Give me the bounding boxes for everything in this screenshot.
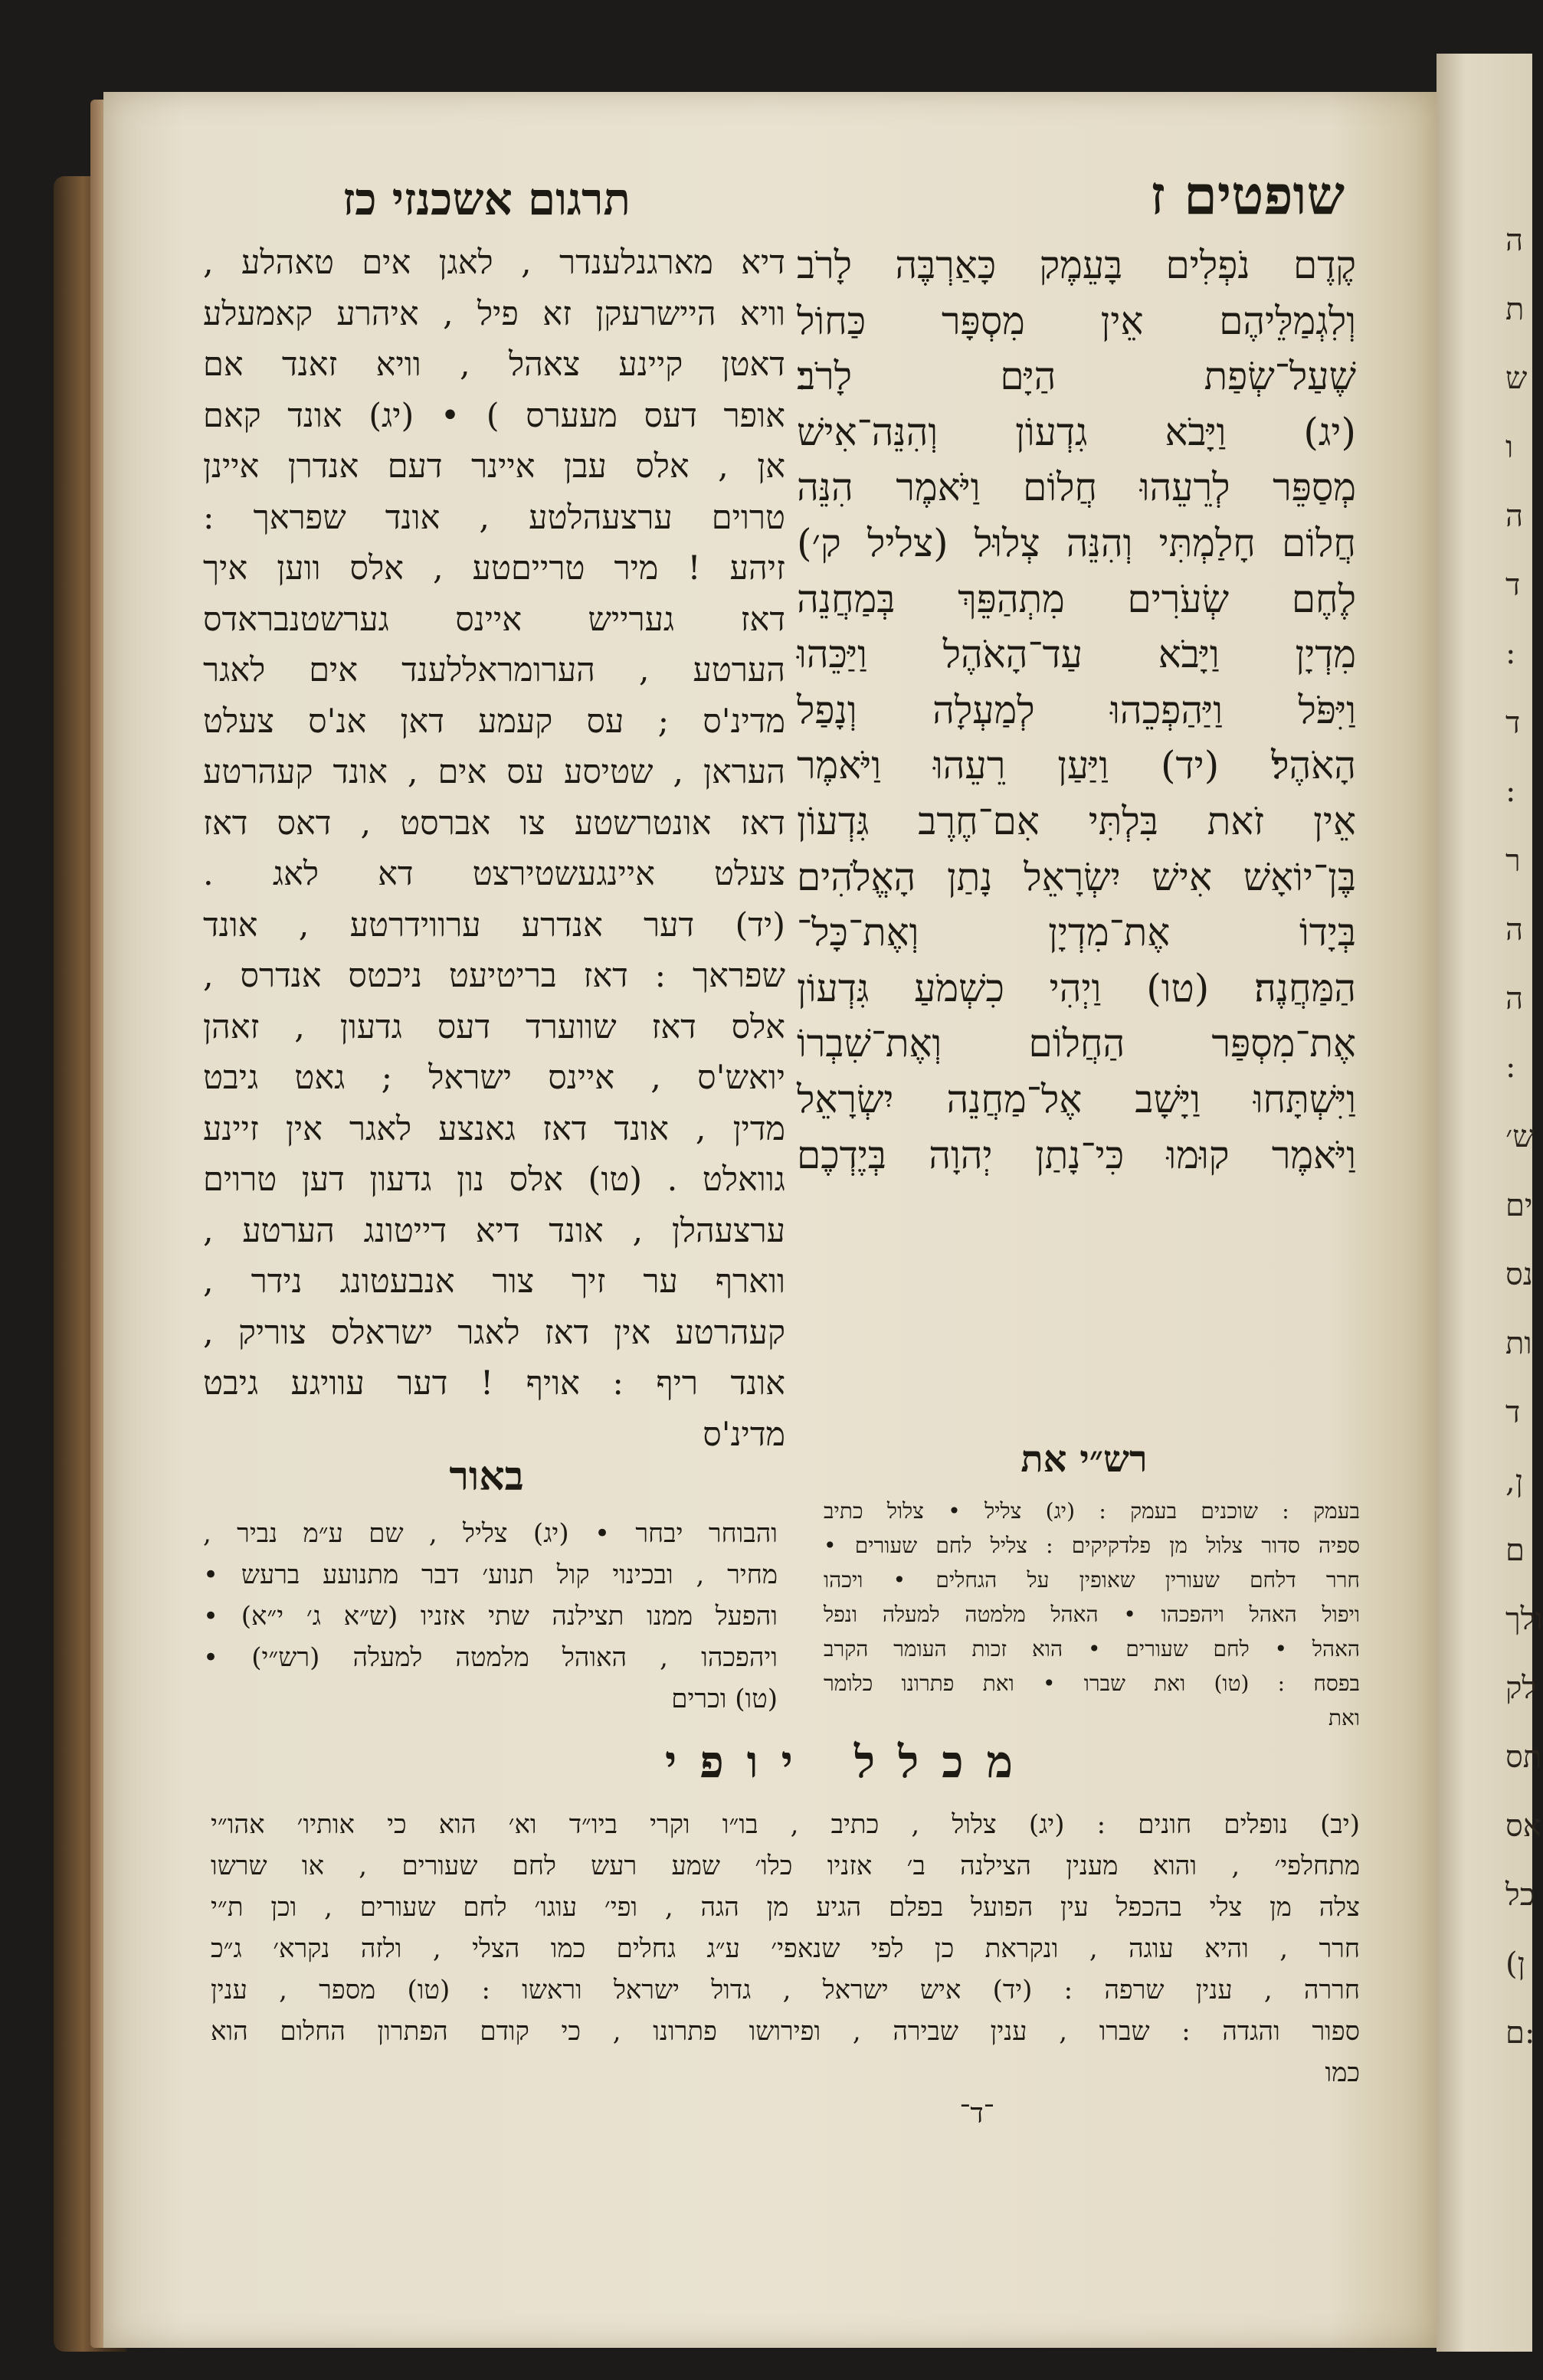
facing-page-fragment: : xyxy=(1505,774,1516,809)
facing-page-fragment: ד xyxy=(1505,568,1521,603)
text-line: אן , אלס עבן איינר דעם אנדרן איינן xyxy=(203,447,785,486)
mikhlal-yofi-column xyxy=(211,1804,1360,2094)
facing-page-fragment: ר xyxy=(1505,843,1521,879)
text-line: מתחלפי׳ , והוא מענין הצילנה ב׳ אזניו כלו׳ שמע רעש לחם שעורים , או שרשו xyxy=(211,1851,1360,1881)
text-line: בעמק : שוכנים בעמק : (יג) צליל • צלול כתיב xyxy=(824,1498,1360,1524)
text-line: חֲלוֹם חָלַמְתִּי וְהִנֵּה צְלוּל (צליל ק׳) xyxy=(797,520,1356,565)
hebrew-text-column xyxy=(797,237,1356,1183)
text-line: והבוחר יבחר • (יג) צליל , שם ע״מ נביר , xyxy=(203,1518,778,1549)
text-line: (יב) נופלים חונים : (יג) צלול , כתיב , בו״ו וקרי ביו״ד וא׳ הוא כי אותיו׳ אהו״י xyxy=(211,1809,1360,1840)
facing-page-fragment: ו xyxy=(1505,430,1514,465)
facing-page-fragment: ד xyxy=(1505,1395,1521,1430)
text-line: מדינ'ס ; עס קעמע דאן אנ'ס צעלט xyxy=(203,702,785,741)
biur-title: באור xyxy=(449,1453,524,1500)
text-line: (יג) וַיָּבֹא גִדְעוֹן וְהִנֵּה־אִישׁ xyxy=(797,409,1356,454)
text-line: הַמַּחֲנֶה׃ (טו) וַיְהִי כִשְׁמֹעַ גִּדְעוֹן xyxy=(797,965,1356,1010)
facing-page-fragment: ת xyxy=(1505,292,1525,327)
text-line: העראן , שטיסע עס אים , אונד קעהרטע xyxy=(203,753,785,791)
facing-page-fragment: נס xyxy=(1505,1257,1533,1292)
page-signature-mark: ־ד־ xyxy=(959,2098,994,2130)
text-line: חרר דלחם שעורין שאופין על הגחלים • ויכהו xyxy=(824,1567,1360,1593)
text-line: האהל • לחם שעורים • הוא זכות העומר הקרב xyxy=(824,1636,1360,1661)
text-line: וַיִּפֹּל וַיַּהַפְכֵהוּ לְמַעְלָה וְנָפַל xyxy=(797,687,1356,732)
text-line: ספיה סדור צלול מן פלדקיקים : צליל לחם שעורים • xyxy=(824,1533,1360,1558)
text-line: מִדְיָן וַיָּבֹא עַד־הָאֹהֶל וַיַּכֵּהוּ xyxy=(797,632,1356,677)
facing-page-fragment: : xyxy=(1505,1049,1516,1085)
text-line: בְּיָדוֹ אֶת־מִדְיָן וְאֶת־כָּל־ xyxy=(797,910,1356,955)
text-line: ווארף ער זיך צור אנבעטונג נידר , xyxy=(203,1262,785,1301)
facing-page-fragment: כל xyxy=(1505,1877,1535,1913)
text-line: קֶדֶם נֹפְלִים בָּעֵמֶק כָּאַרְבֶּה לָרֹב xyxy=(797,243,1356,287)
text-line: ויפול האהל ויהפכהו • האהל מלמטה למעלה ונפל xyxy=(824,1602,1360,1627)
text-line: מחיר , ובכינוי קול תנוע׳ דבר מתנועע ברעש • xyxy=(203,1560,778,1590)
facing-page-fragment: לק xyxy=(1505,1671,1537,1706)
text-line: וַיֹּאמֶר קוּמוּ כִּי־נָתַן יְהוָה בְּיֶדְכֶם xyxy=(797,1132,1356,1177)
facing-page-fragment: ש׳ xyxy=(1505,1119,1535,1154)
text-line: לֶחֶם שְׂעֹרִים מִתְהַפֵּךְ בְּמַחֲנֵה xyxy=(797,576,1356,621)
text-line: אֵין זֹאת בִּלְתִּי אִם־חֶרֶב גִּדְעוֹן xyxy=(797,798,1356,843)
facing-page-fragment: אס xyxy=(1505,1809,1541,1844)
text-line: וויא היישרעקן זא פיל , איהרע קאמעלע xyxy=(203,294,785,333)
text-line: הערטע , הערומראללענד אים לאגר xyxy=(203,651,785,689)
text-line: דיא מארגנלענדר , לאגן אים טאהלע , xyxy=(203,244,785,282)
text-line: אופר דעס מעערס ) • (יג) אונד קאם xyxy=(203,396,785,435)
biur-column xyxy=(203,1513,778,1720)
text-line: מדין , אונד דאז גאנצע לאגר אין זיינע xyxy=(203,1109,785,1148)
text-line: קעהרטע אין דאז לאגר ישראלס צוריק , xyxy=(203,1313,785,1352)
text-line: הָאֹהֶל׃ (יד) וַיַּעַן רֵעֵהוּ וַיֹּאמֶר xyxy=(797,743,1356,788)
text-line: (יד) דער אנדרע ערווידרטע , אונד xyxy=(203,905,785,944)
text-line: שֶׁעַל־שְׂפַת הַיָּם לָרֹב׃ xyxy=(797,354,1356,399)
rashi-title: רש״י את xyxy=(1020,1438,1148,1481)
text-line: דאז אונטרשטע צו אברסט , דאס דאז xyxy=(203,804,785,843)
facing-page-fragment: ן) xyxy=(1505,1946,1525,1982)
text-line: דאז גערייש איינס גערשטנבראדס xyxy=(203,600,785,639)
facing-page-fragment: ה xyxy=(1505,223,1524,258)
text-line: בפסח : (טו) ואת שברו • ואת פתרונו כלומר xyxy=(824,1671,1360,1696)
facing-page-fragment: ולך xyxy=(1505,1602,1543,1637)
facing-page-fragment: ה xyxy=(1505,981,1524,1016)
text-line: טרוים ערצעהלטע , אונד שפראך : xyxy=(203,498,785,537)
text-line: מְסַפֵּר לְרֵעֵהוּ חֲלוֹם וַיֹּאמֶר הִנֵּה xyxy=(797,465,1356,510)
facing-page-fragment: ה xyxy=(1505,912,1524,948)
text-line: ספור והגדה : שברו , ענין שבירה , ופירושו פתרונו , כי קודם הפתרון החלום הוא xyxy=(211,2016,1360,2047)
text-line: (טו) וכרים xyxy=(671,1684,778,1714)
facing-page-fragment: ש xyxy=(1505,361,1528,396)
text-line: מדינ'ס xyxy=(703,1415,785,1454)
text-line: שפראך : דאז בריטיעט ניכטס אנדרס , xyxy=(203,957,785,995)
text-line: אלס דאז שווערד דעס גדעון , זאהן xyxy=(203,1007,785,1046)
text-line: חרר , והיא עוגה , ונקראת כן לפי שנאפי׳ ע״ג גחלים כמו הצלי , ולזה נקרא׳ ג״כ xyxy=(211,1933,1360,1964)
book-page xyxy=(103,92,1437,2348)
text-line: חררה , ענין שרפה : (יד) איש ישראל , גדול ישראל וראשו : (טו) מספר , ענין xyxy=(211,1975,1360,2005)
page-header-book: שופטים ז xyxy=(1150,163,1345,227)
rashi-column xyxy=(824,1494,1360,1735)
text-line: זיהע ! מיר טרייםטע , אלס ווען איך xyxy=(203,549,785,588)
facing-page-fragment: ם xyxy=(1505,1533,1525,1568)
text-line: כמו xyxy=(1325,2058,1360,2088)
text-line: צלה מן צלי בהכפל עין הפועל בפלם הגיע מן הגה , ופי׳ עוגו׳ לחם שעורים , וכן ת״י xyxy=(211,1892,1360,1923)
text-line: והפעל ממנו תצילנה שתי אזניו (ש״א ג׳ י״א) • xyxy=(203,1601,778,1632)
text-line: אֶת־מִסְפַּר הַחֲלוֹם וְאֶת־שִׁבְרוֹ xyxy=(797,1021,1356,1066)
page-header-targum: תרגום אשכנזי כז xyxy=(342,173,631,225)
facing-page-fragment: ה xyxy=(1505,499,1524,534)
targum-column xyxy=(203,237,785,1460)
text-line: צעלט איינגעשטירצט דא לאג . xyxy=(203,855,785,893)
facing-page-fragment: ות xyxy=(1505,1326,1532,1361)
facing-page-fragment: ן, xyxy=(1505,1464,1523,1499)
text-line: יואש'ס , איינס ישראל ; גאט גיבט xyxy=(203,1059,785,1097)
text-line: אונד ריף : אויף ! דער עוויגע גיבט xyxy=(203,1364,785,1403)
facing-page-fragment: ד xyxy=(1505,705,1521,741)
facing-page-fragment: ים xyxy=(1505,1188,1533,1223)
text-line: גוואלט . (טו) אלס נון גדעון דען טרוים xyxy=(203,1161,785,1199)
text-line: בֶּן־יוֹאָשׁ אִישׁ יִשְׂרָאֵל נָתַן הָאֱלֹהִים xyxy=(797,854,1356,899)
facing-page-fragment: : xyxy=(1505,636,1516,671)
text-line: ואת xyxy=(1328,1705,1360,1730)
text-line: ויהפכהו , האוהל מלמטה למעלה (רש״י) • xyxy=(203,1642,778,1673)
facing-page xyxy=(1437,54,1543,2352)
text-line: וַיִּשְׁתָּחוּ וַיָּשָׁב אֶל־מַחֲנֵה יִשְׂרָאֵל xyxy=(797,1076,1356,1121)
facing-page-fragment: :ם xyxy=(1505,2015,1535,2051)
mikhlal-yofi-title: מכלל יופי xyxy=(665,1736,1036,1788)
text-line: ערצעהלן , אונד דיא דייטונג הערטע , xyxy=(203,1211,785,1250)
text-line: דאטן קיינע צאהל , וויא זאנד אם xyxy=(203,345,785,384)
facing-page-fragment: תס xyxy=(1505,1740,1542,1775)
text-line: וְלִגְמַלֵּיהֶם אֵין מִסְפָּר כַּחוֹל xyxy=(797,298,1356,343)
